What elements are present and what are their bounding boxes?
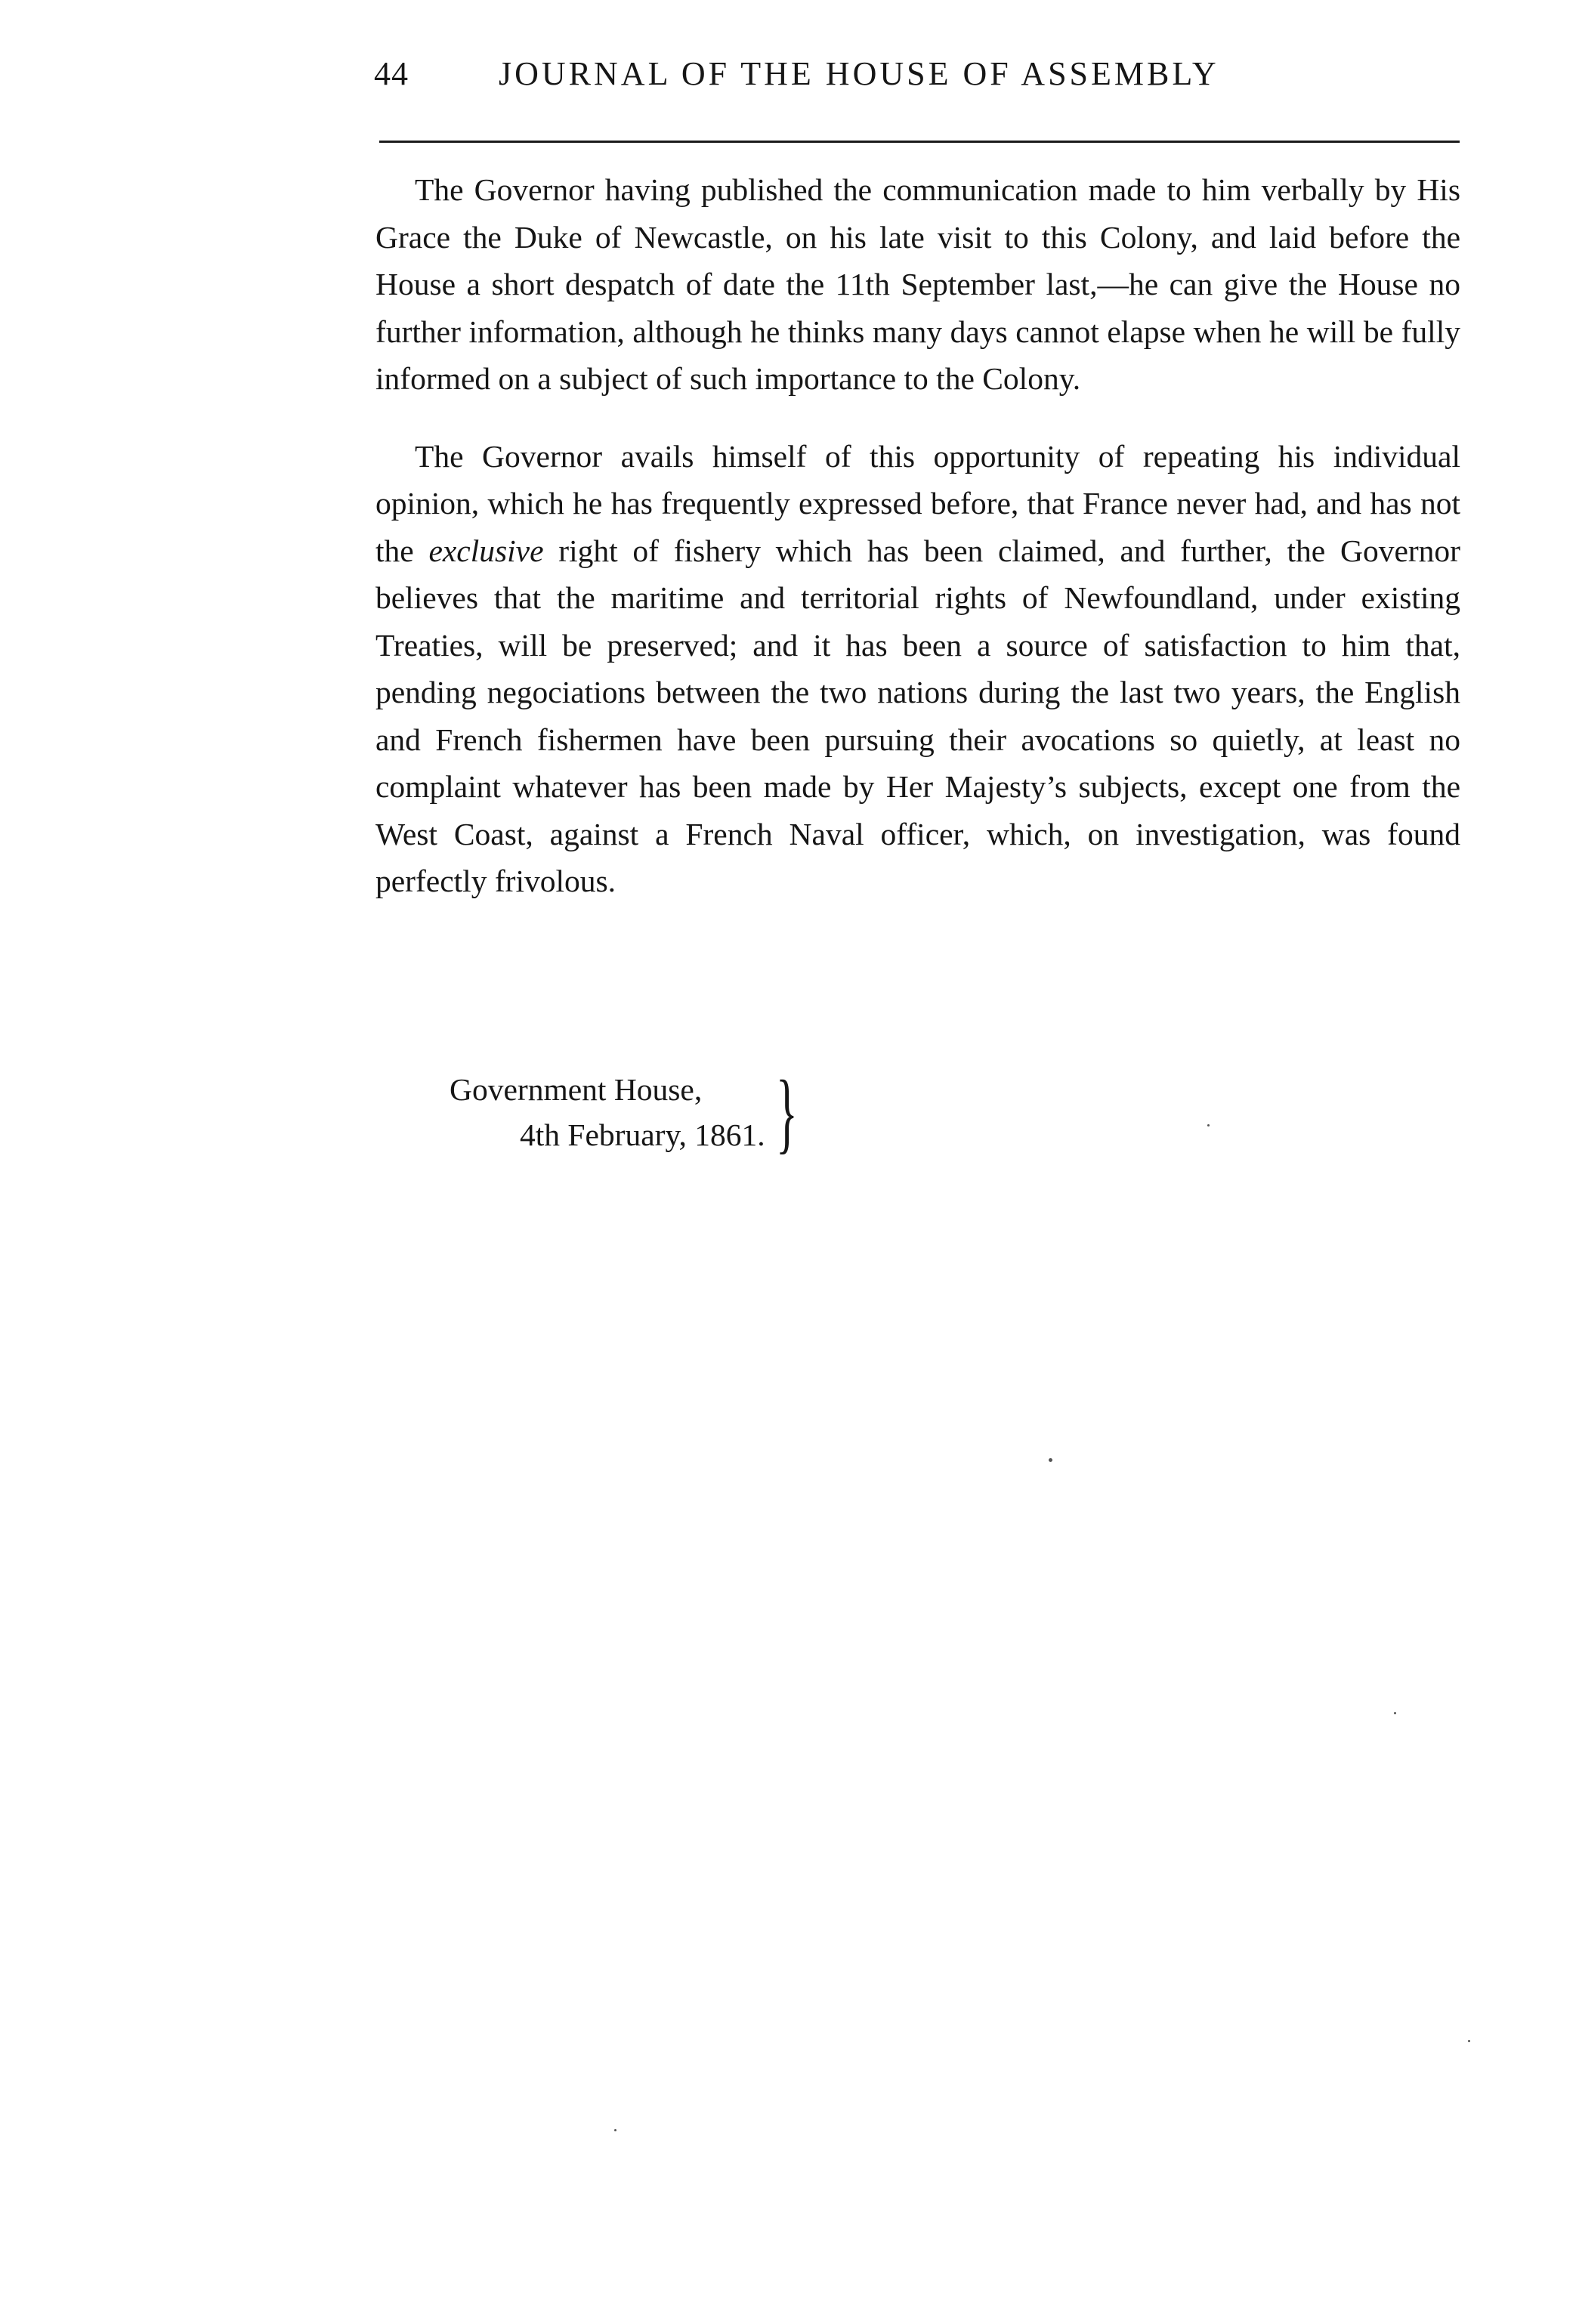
dateline-brace: } [775,1062,798,1162]
dateline [450,1062,819,1162]
paragraph-2-text-before: The Governor avails himself of this opportunity of repeating his individual opinion, which he has frequently expressed before, that France never had, and has not the [375,438,1460,568]
print-speck [1468,2040,1470,2042]
paragraph-2-italic-word: exclusive [428,533,544,568]
print-speck [614,2129,616,2131]
print-speck [1049,1458,1052,1462]
paragraph-1: The Governor having published the communication made to him verbally by His Grace the Duke of Newcastle, on his late visit to this Colony, and laid before the House a short despatch of date the 11th September last,—he can give the House no further information, although he thinks many days cannot elapse when he will be fully informed on a subject of such importance to the Colony. [375,172,1460,396]
dateline-date: 4th February, 1861. [520,1117,765,1152]
dateline-place: Government House, [450,1072,703,1107]
paragraph-2 [375,433,1460,905]
header-rule [379,141,1460,143]
paragraph-2-text-after: right of fishery which has been claimed, and further, the Governor believes that the maritime and territorial rights of Newfoundland, under existing Treaties, will be preserved; and it has been a source of satisfaction to him that, pending negociations between the two nations during the last two years, the English and French fishermen have been pursuing their avocations so quietly, at least no complaint whatever has been made by Her Majesty’s subjects, except one from the West Coast, against a French Naval officer, which, on investigation, was found perfectly frivolous. [375,533,1461,898]
print-speck [1207,1124,1210,1126]
page-number: 44 [374,55,409,92]
page-header [374,54,1462,100]
body-text [375,166,1460,905]
print-speck [1394,1712,1396,1714]
running-title: JOURNAL OF THE HOUSE OF ASSEMBLY [499,55,1219,92]
dateline-lines [450,1067,765,1157]
